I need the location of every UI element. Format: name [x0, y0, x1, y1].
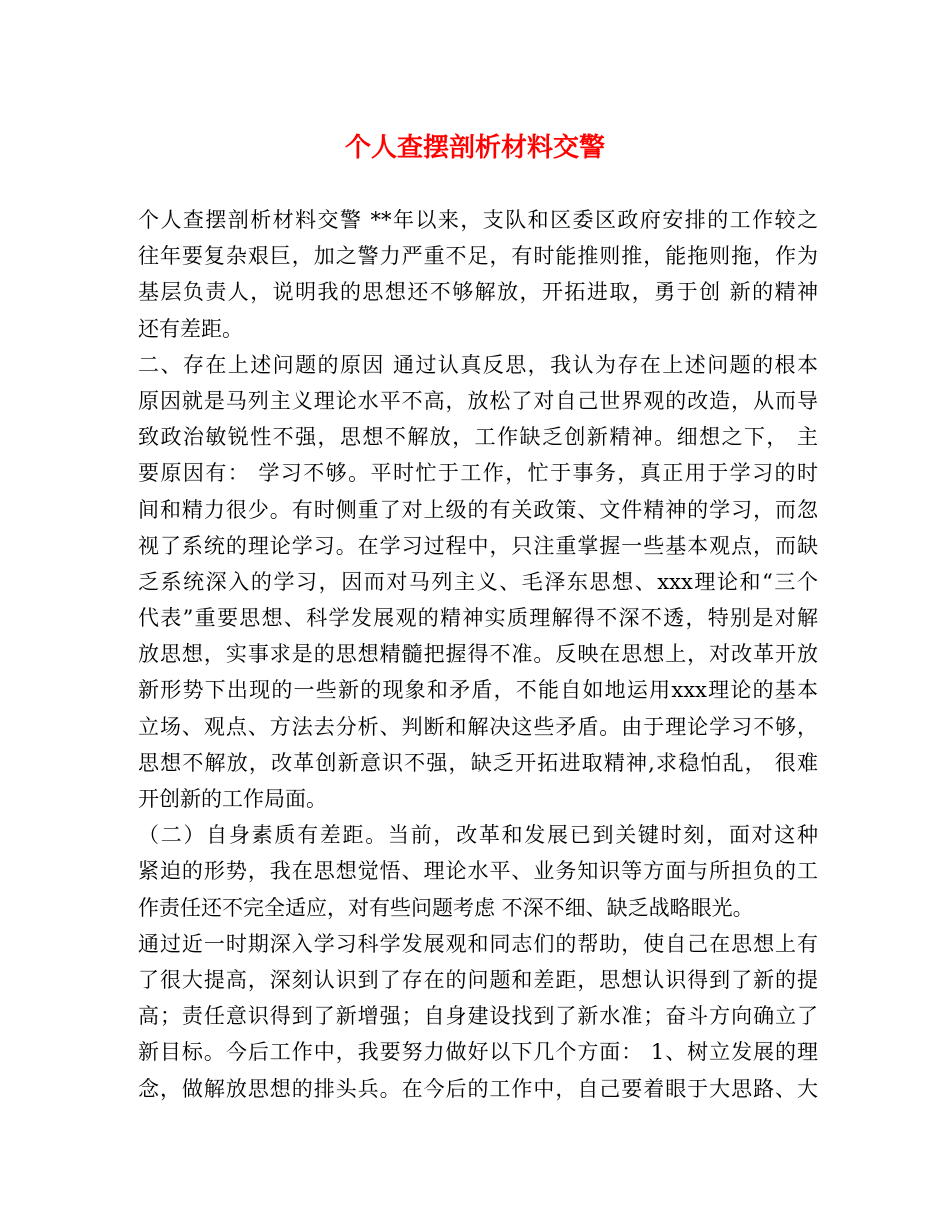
document-body [138, 202, 818, 1107]
body-line: 了很大提高，深刻认识到了存在的问题和差距，思想认识得到了新的提 [138, 967, 818, 992]
body-line: 开创新的工作局面。 [138, 787, 327, 811]
body-line: 立场、观点、方法去分析、判断和解决这些矛盾。由于理论学习不够， [138, 714, 818, 739]
body-line: 乏系统深入的学习，因而对马列主义、毛泽东思想、xxx理论和“三个 [138, 569, 818, 594]
body-line: 作责任还不完全适应，对有些问题考虑 不深不细、缺乏战略眼光。 [138, 895, 754, 920]
document-title: 个人查摆剖析材料交警 [344, 133, 605, 163]
body-line: 思想不解放，改革创新意识不强，缺乏开拓进取精神,求稳怕乱， 很难 [138, 750, 818, 775]
body-line: （二）自身素质有差距。当前，改革和发展已到关键时刻，面对这种 [138, 823, 818, 848]
body-line: 致政治敏锐性不强，思想不解放，工作缺乏创新精神。细想之下， 主 [138, 425, 818, 450]
body-line: 二、存在上述问题的原因 通过认真反思，我认为存在上述问题的根本 [138, 352, 818, 377]
body-line: 还有差距。 [138, 316, 243, 341]
body-line: 新目标。今后工作中，我要努力做好以下几个方面： 1、树立发展的理 [138, 1040, 818, 1065]
body-line: 新形势下出现的一些新的现象和矛盾，不能自如地运用xxx理论的基本 [138, 678, 818, 703]
body-line: 基层负责人，说明我的思想还不够解放，开拓进取，勇于创 新的精神 [138, 280, 818, 305]
body-line: 往年要复杂艰巨，加之警力严重不足，有时能推则推，能拖则拖，作为 [138, 244, 818, 269]
body-line: 放思想，实事求是的思想精髓把握得不准。反映在思想上，对改革开放 [138, 642, 818, 667]
body-line: 要原因有： 学习不够。平时忙于工作，忙于事务，真正用于学习的时 [138, 461, 818, 486]
body-line: 个人查摆剖析材料交警 **年以来，支队和区委区政府安排的工作较之 [138, 208, 818, 232]
body-line: 间和精力很少。有时侧重了对上级的有关政策、文件精神的学习，而忽 [138, 497, 818, 522]
body-line: 高；责任意识得到了新增强；自身建设找到了新水准；奋斗方向确立了 [138, 1004, 818, 1029]
body-line: 代表”重要思想、科学发展观的精神实质理解得不深不透，特别是对解 [138, 606, 818, 631]
body-line: 紧迫的形势，我在思想觉悟、理论水平、业务知识等方面与所担负的工 [138, 859, 818, 884]
body-line: 念，做解放思想的排头兵。在今后的工作中，自己要着眼于大思路、大 [138, 1076, 818, 1101]
body-line: 通过近一时期深入学习科学发展观和同志们的帮助，使自己在思想上有 [138, 931, 818, 956]
body-line: 原因就是马列主义理论水平不高，放松了对自己世界观的改造，从而导 [138, 388, 818, 413]
body-line: 视了系统的理论学习。在学习过程中，只注重掌握一些基本观点，而缺 [138, 533, 818, 558]
